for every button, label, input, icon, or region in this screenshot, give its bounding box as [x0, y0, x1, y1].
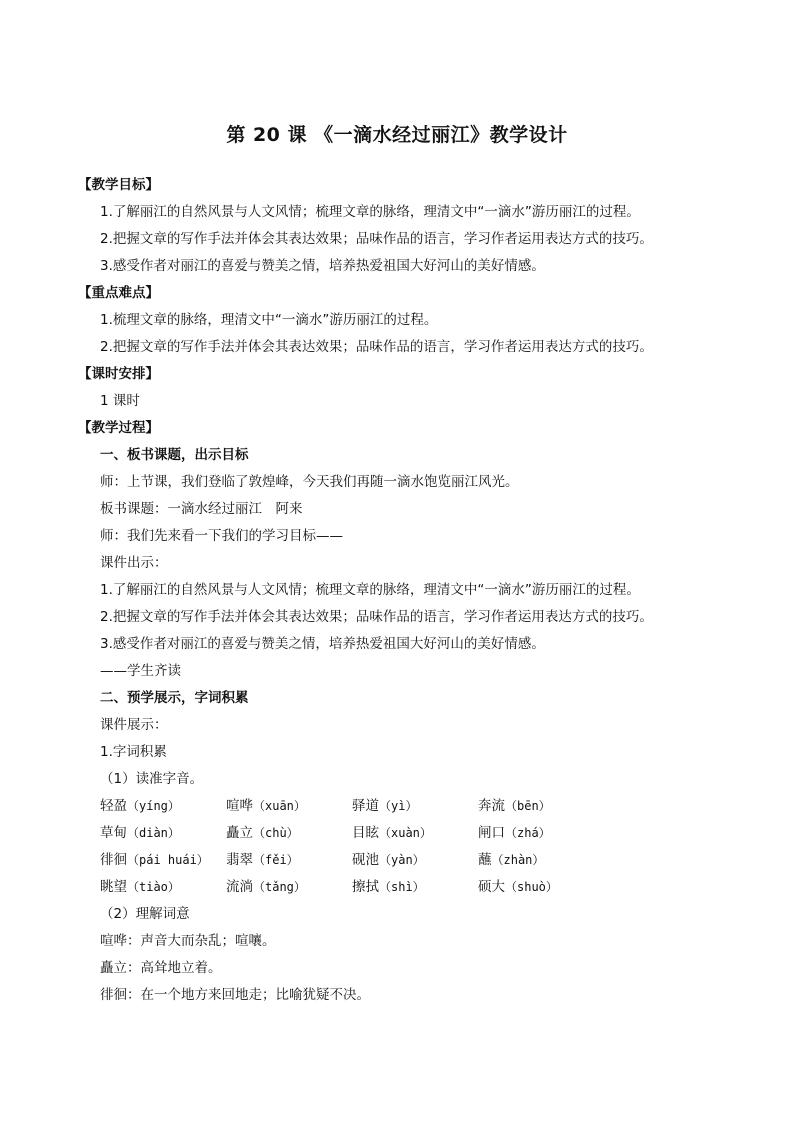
goal-line: 2.把握文章的写作手法并体会其表达效果；品味作品的语言，学习作者运用表达方式的技巧。	[100, 231, 653, 247]
process-line: ——学生齐读	[100, 663, 181, 679]
vocab-word: 目眩	[352, 825, 379, 841]
vocab-item	[226, 847, 352, 874]
vocab-word: 翡翠	[226, 852, 253, 868]
vocab-pinyin: （diàn）	[127, 826, 180, 840]
vocab-pinyin: （xuān）	[253, 799, 306, 813]
vocab-word: 草甸	[100, 825, 127, 841]
vocab-item	[226, 874, 352, 901]
vocab-pinyin: （zhá）	[505, 826, 551, 840]
vocab-item	[100, 820, 226, 847]
key-line: 1.梳理文章的脉络，理清文中“一滴水”游历丽江的过程。	[100, 312, 438, 328]
vocab-item	[478, 793, 604, 820]
vocab-row	[78, 847, 718, 874]
vocab-item	[100, 847, 226, 874]
vocab-pinyin: （yíng）	[127, 799, 180, 813]
vocab-row	[78, 793, 718, 820]
vocab-item	[100, 874, 226, 901]
process-line: 师：上节课，我们登临了敦煌峰，今天我们再随一滴水饱览丽江风光。	[100, 474, 519, 490]
vocab-row	[78, 820, 718, 847]
process-line: （2）理解词意	[100, 906, 190, 922]
vocab-word: 流淌	[226, 879, 253, 895]
vocab-item	[226, 793, 352, 820]
vocab-pinyin: （tiào）	[127, 880, 180, 894]
vocab-pinyin: （xuàn）	[379, 826, 432, 840]
section-heading-goals: 【教学目标】	[78, 177, 159, 193]
section-heading-schedule: 【课时安排】	[78, 366, 159, 382]
vocab-pinyin: （fěi）	[253, 853, 299, 867]
vocab-word: 矗立	[226, 825, 253, 841]
meaning-line: 喧哗：声音大而杂乱；喧嚷。	[100, 933, 276, 949]
section-heading-key: 【重点难点】	[78, 285, 159, 301]
section-heading-process: 【教学过程】	[78, 420, 159, 436]
vocab-word: 徘徊	[100, 852, 127, 868]
vocab-item	[352, 793, 478, 820]
process-line: 2.把握文章的写作手法并体会其表达效果；品味作品的语言，学习作者运用表达方式的技巧。	[100, 609, 653, 625]
vocab-item	[478, 820, 604, 847]
process-line: 师：我们先来看一下我们的学习目标——	[100, 528, 343, 544]
process-line: （1）读准字音。	[100, 771, 204, 787]
vocab-pinyin: （shuò）	[505, 880, 558, 894]
vocab-pinyin: （zhàn）	[491, 853, 545, 867]
process-line: 1.字词积累	[100, 744, 167, 760]
goal-line: 3.感受作者对丽江的喜爱与赞美之情，培养热爱祖国大好河山的美好情感。	[100, 258, 545, 274]
vocab-item	[352, 820, 478, 847]
vocab-word: 蘸	[478, 852, 492, 868]
process-step-title: 二、预学展示，字词积累	[100, 690, 249, 706]
vocab-item	[478, 847, 604, 874]
vocab-word: 闸口	[478, 825, 505, 841]
process-line: 课件展示：	[100, 717, 168, 733]
vocab-word: 硕大	[478, 879, 505, 895]
vocab-word: 轻盈	[100, 798, 127, 814]
vocab-item	[352, 874, 478, 901]
vocab-word: 驿道	[352, 798, 379, 814]
key-line: 2.把握文章的写作手法并体会其表达效果；品味作品的语言，学习作者运用表达方式的技巧。	[100, 339, 653, 355]
vocab-row	[78, 874, 718, 901]
process-line: 课件出示：	[100, 555, 168, 571]
process-line: 1.了解丽江的自然风景与人文风情；梳理文章的脉络，理清文中“一滴水”游历丽江的过程。	[100, 582, 640, 598]
process-line: 3.感受作者对丽江的喜爱与赞美之情，培养热爱祖国大好河山的美好情感。	[100, 636, 545, 652]
vocab-word: 砚池	[352, 852, 379, 868]
vocab-word: 奔流	[478, 798, 505, 814]
vocab-word: 喧哗	[226, 798, 253, 814]
process-line: 板书课题：一滴水经过丽江 阿来	[100, 501, 303, 517]
vocab-word: 眺望	[100, 879, 127, 895]
vocab-pinyin: （yì）	[379, 799, 418, 813]
schedule-line: 1 课时	[100, 393, 140, 409]
vocab-item	[352, 847, 478, 874]
vocab-item	[226, 820, 352, 847]
document-body	[78, 172, 718, 1009]
vocab-item	[100, 793, 226, 820]
vocab-item	[478, 874, 604, 901]
process-step-title: 一、板书课题，出示目标	[100, 447, 249, 463]
vocab-pinyin: （chù）	[253, 826, 299, 840]
goal-line: 1.了解丽江的自然风景与人文风情；梳理文章的脉络，理清文中“一滴水”游历丽江的过程。	[100, 204, 640, 220]
vocab-pinyin: （shì）	[379, 880, 425, 894]
vocab-pinyin: （pái huái）	[127, 853, 209, 867]
document-title: 第 20 课 《一滴水经过丽江》教学设计	[226, 124, 568, 146]
vocab-pinyin: （bēn）	[505, 799, 551, 813]
meaning-line: 矗立：高耸地立着。	[100, 960, 222, 976]
vocab-pinyin: （tǎng）	[253, 880, 306, 894]
vocab-pinyin: （yàn）	[379, 853, 425, 867]
vocab-word: 擦拭	[352, 879, 379, 895]
meaning-line: 徘徊：在一个地方来回地走；比喻犹疑不决。	[100, 987, 370, 1003]
